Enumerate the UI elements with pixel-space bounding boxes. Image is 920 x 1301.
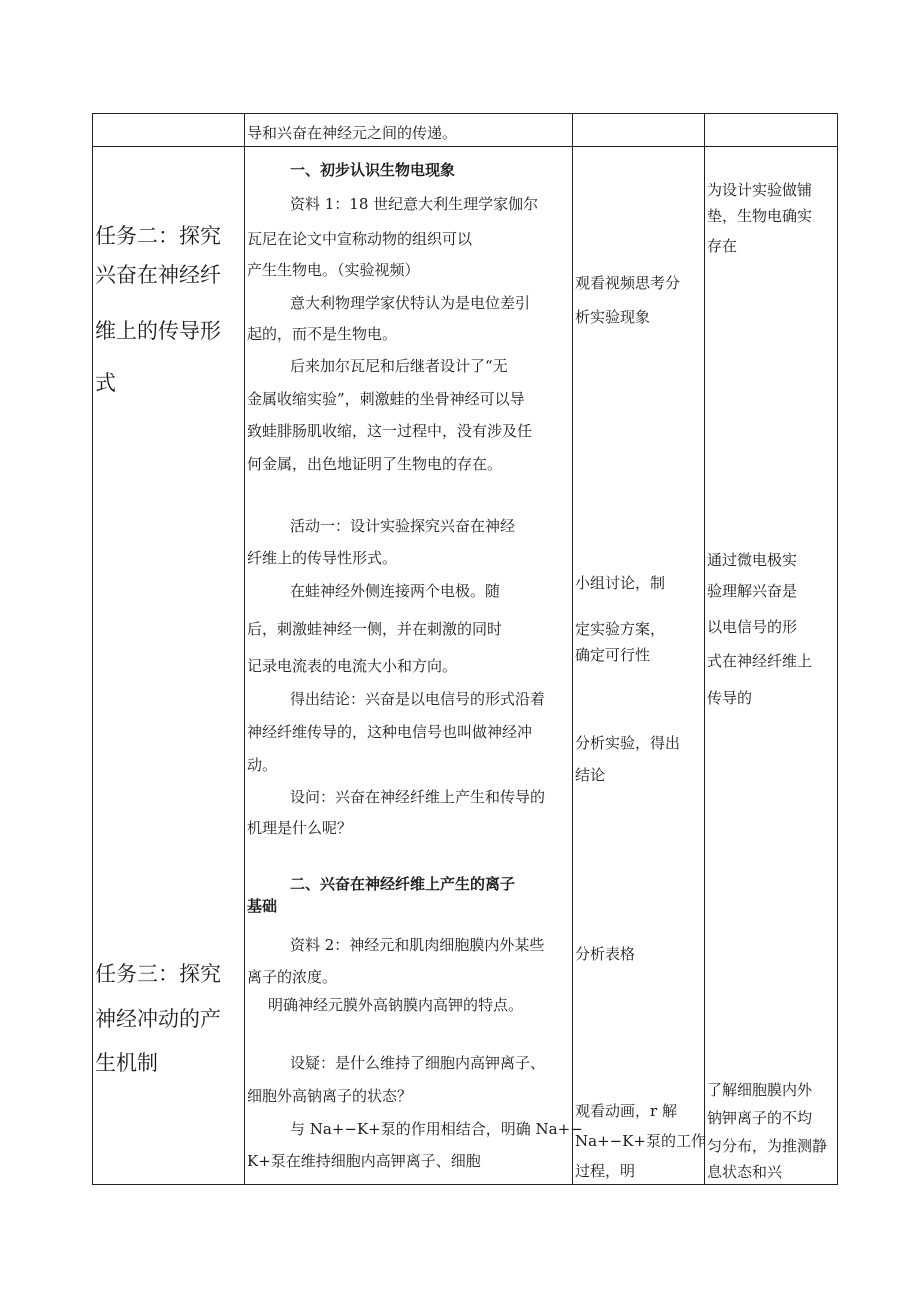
material1-line: 瓦尼在论文中宣称动物的组织可以 [247,230,473,248]
conclusion-line: 动。 [247,756,278,774]
student-anim-line: 过程，明 [575,1162,636,1180]
pump-line: 与 Na+−K+泵的作用相结合，明确 Na+− [290,1120,583,1138]
column-divider-1 [244,113,245,1185]
task2-label-line: 式 [95,371,116,395]
table-border-top [92,113,838,114]
table-border-left [92,113,93,1185]
doubt-line: 细胞外高钠离子的状态？ [247,1087,413,1105]
task3-label-line: 生机制 [95,1051,158,1075]
task3-label-line: 任务三：探究 [95,962,221,986]
electrode-line: 后，刺激蛙神经一侧，并在刺激的同时 [247,620,503,638]
doubt-line: 设疑：是什么维持了细胞内高钾离子、 [290,1054,546,1072]
intent-pave-line: 存在 [707,237,738,255]
student-analyze-line: 结论 [575,766,606,784]
volta-line: 起的，而不是生物电。 [247,325,398,343]
galvani-line: 金属收缩实验”，刺激蛙的坐骨神经可以导 [247,390,525,408]
intent-membrane-line: 了解细胞膜内外 [707,1081,813,1099]
galvani-line: 致蛙腓肠肌收缩，这一过程中，没有涉及任 [247,422,533,440]
top-row-content: 导和兴奋在神经元之间的传递。 [247,124,458,142]
activity1-line: 纤维上的传导性形式。 [247,549,398,567]
row-divider [92,146,838,147]
question-line: 机理是什么呢？ [247,819,353,837]
table-border-bottom [92,1184,838,1185]
task3-label-line: 神经冲动的产 [95,1007,221,1031]
intent-membrane-line: 息状态和兴 [707,1163,783,1181]
intent-electrode-line: 通过微电极实 [707,551,798,569]
volta-line: 意大利物理学家伏特认为是电位差引 [290,294,531,312]
clarify-line: 明确神经元膜外高钠膜内高钾的特点。 [268,996,524,1014]
intent-membrane-line: 匀分布，为推测静 [707,1137,828,1155]
section2-title: 基础 [247,897,278,915]
table-border-right [837,113,838,1185]
student-discuss-line: 定实验方案， [575,620,666,638]
student-observe-line: 观看视频思考分 [575,274,681,292]
intent-electrode-line: 式在神经纤维上 [707,652,813,670]
student-discuss-line: 确定可行性 [575,646,651,664]
student-analyze-line: 分析实验，得出 [575,734,681,752]
intent-electrode-line: 以电信号的形 [707,618,798,636]
pump-line: K+泵在维持细胞内高钾离子、细胞 [247,1152,481,1170]
galvani-line: 何金属，出色地证明了生物电的存在。 [247,455,503,473]
conclusion-line: 神经纤维传导的，这种电信号也叫做神经冲 [247,723,533,741]
galvani-line: 后来加尔瓦尼和后继者设计了“无 [290,357,508,375]
material1-line: 资料 1：18 世纪意大利生理学家伽尔 [290,195,539,213]
task2-label-line: 任务二：探究 [95,224,221,248]
electrode-line: 记录电流表的电流大小和方向。 [247,657,458,675]
student-anim-line: Na+−K+泵的工作 [575,1132,706,1150]
question-line: 设问：兴奋在神经纤维上产生和传导的 [290,788,546,806]
conclusion-line: 得出结论：兴奋是以电信号的形式沿着 [290,690,546,708]
student-observe-line: 析实验现象 [575,308,651,326]
section2-title: 二、兴奋在神经纤维上产生的离子 [290,875,516,893]
column-divider-3 [704,113,705,1185]
electrode-line: 在蛙神经外侧连接两个电极。随 [290,582,501,600]
intent-membrane-line: 钠钾离子的不均 [707,1109,813,1127]
section1-title: 一、初步认识生物电现象 [290,161,456,179]
student-analyze-table: 分析表格 [575,945,636,963]
activity1-line: 活动一：设计实验探究兴奋在神经 [290,517,516,535]
intent-pave-line: 为设计实验做铺 [707,181,813,199]
task2-label-line: 兴奋在神经纤 [95,263,221,287]
material2-line: 离子的浓度。 [247,968,338,986]
intent-electrode-line: 验理解兴奋是 [707,582,798,600]
student-anim-line: 观看动画，r 解 [575,1102,677,1120]
intent-pave-line: 垫，生物电确实 [707,207,813,225]
material2-line: 资料 2：神经元和肌肉细胞膜内外某些 [290,936,545,954]
material1-line: 产生生物电。（实验视频） [247,261,420,279]
task2-label-line: 维上的传导形 [95,319,221,343]
column-divider-2 [572,113,573,1185]
student-discuss-line: 小组讨论，制 [575,574,666,592]
intent-electrode-line: 传导的 [707,689,753,707]
